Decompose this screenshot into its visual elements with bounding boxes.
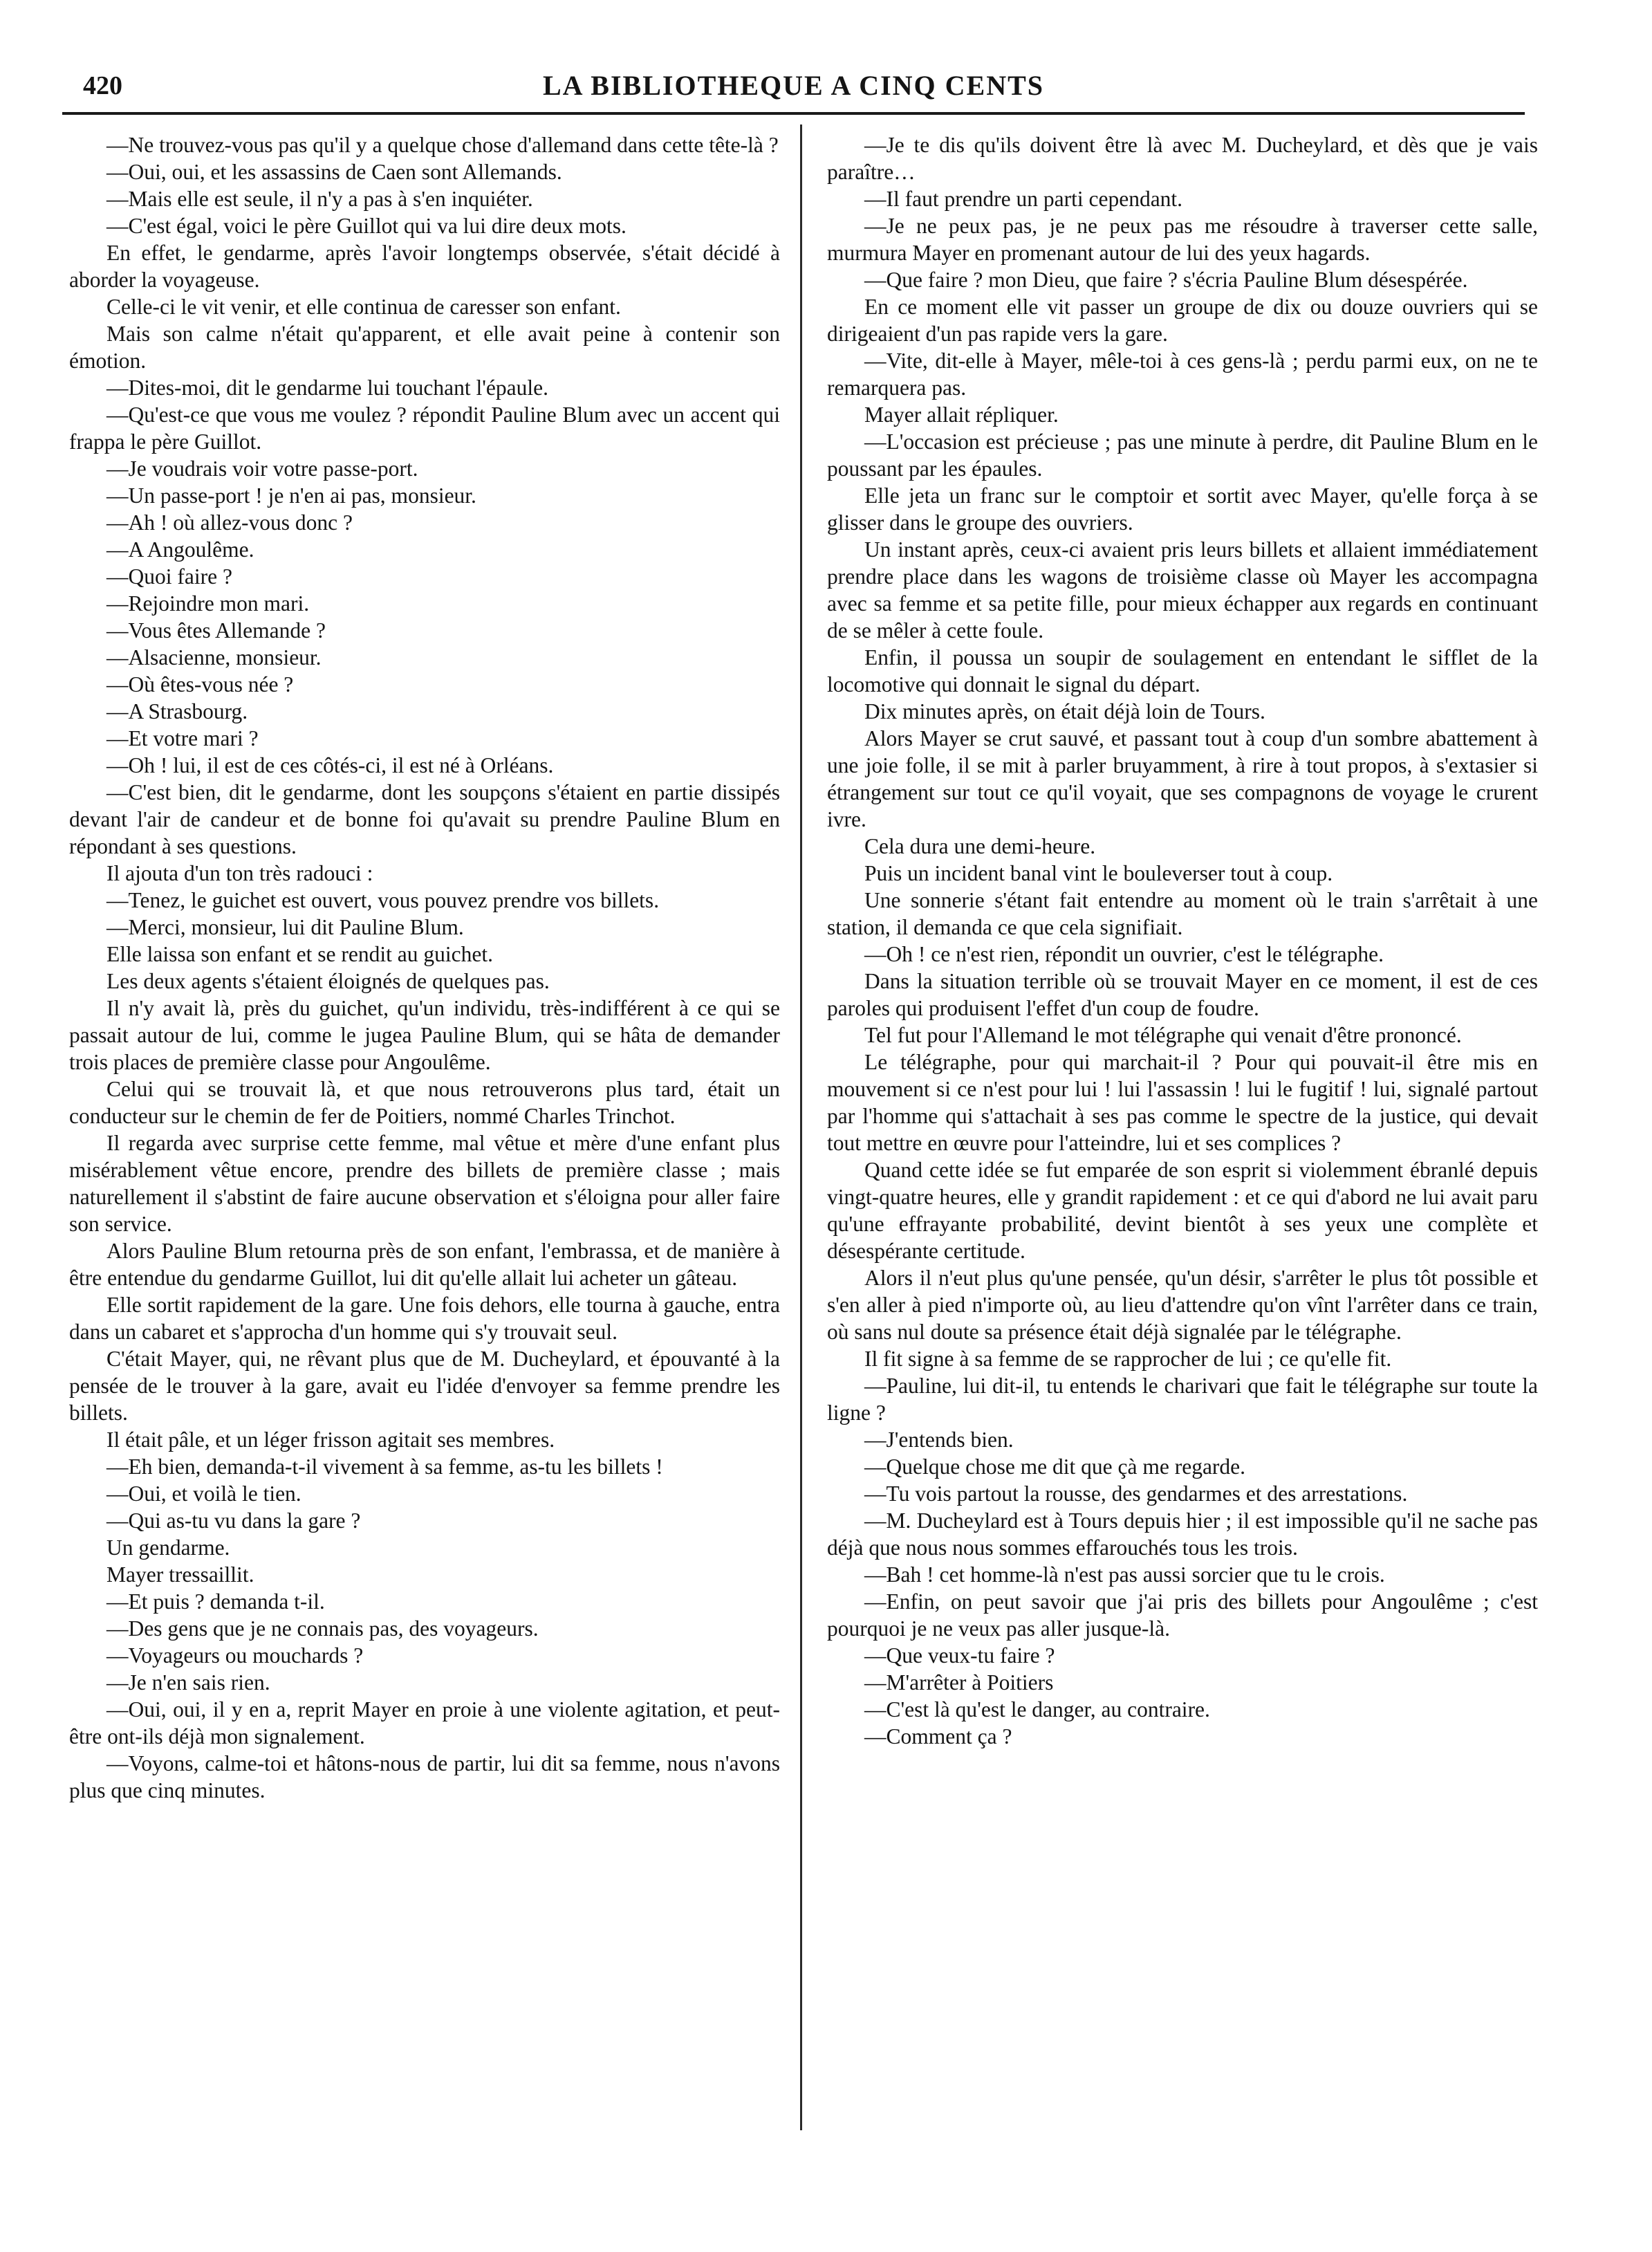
paragraph: —Ah ! où allez-vous donc ?: [106, 510, 353, 535]
paragraph: —Alsacienne, monsieur.: [106, 645, 322, 670]
paragraph: —Merci, monsieur, lui dit Pauline Blum.: [106, 915, 464, 939]
paragraph: Les deux agents s'étaient éloignés de quelques pas.: [106, 969, 550, 993]
paragraph: —Ne trouvez-vous pas qu'il y a quelque chose d'allemand dans cette tête-là ?: [106, 133, 779, 157]
paragraph: —Pauline, lui dit-il, tu entends le charivari que fait le télégraphe sur toute la ligne ?: [827, 1374, 1538, 1425]
paragraph: Cela dura une demi-heure.: [864, 834, 1096, 858]
paragraph: —Des gens que je ne connais pas, des voyageurs.: [106, 1616, 539, 1641]
paragraph: Une sonnerie s'étant fait entendre au moment où le train s'arrêtait à une station, il demanda ce que cela signifiait.: [827, 888, 1538, 939]
paragraph: Il ajouta d'un ton très radouci :: [106, 861, 373, 885]
column-divider: [800, 124, 802, 2130]
paragraph: Dans la situation terrible où se trouvait Mayer en ce moment, il est de ces paroles qui produisent l'effet d'un coup de foudre.: [827, 969, 1538, 1020]
paragraph: —M'arrêter à Poitiers: [864, 1670, 1054, 1695]
paragraph: —Qu'est-ce que vous me voulez ? répondit Pauline Blum avec un accent qui frappa le père Guillot.: [69, 403, 780, 454]
paragraph: —Rejoindre mon mari.: [106, 591, 310, 616]
paragraph: —Que veux-tu faire ?: [864, 1643, 1055, 1668]
paragraph: —Enfin, on peut savoir que j'ai pris des billets pour Angoulême ; c'est pourquoi je ne veux pas aller jusque-là.: [827, 1589, 1538, 1641]
page-number: 420: [83, 71, 122, 100]
paragraph: Celui qui se trouvait là, et que nous retrouverons plus tard, était un conducteur sur le chemin de fer de Poitiers, nommé Charles Trinchot.: [69, 1077, 780, 1128]
paragraph: —A Strasbourg.: [106, 699, 248, 723]
paragraph: —Que faire ? mon Dieu, que faire ? s'écria Pauline Blum désespérée.: [864, 268, 1468, 292]
paragraph: —Je n'en sais rien.: [106, 1670, 270, 1695]
paragraph: Puis un incident banal vint le bouleverser tout à coup.: [864, 861, 1333, 885]
paragraph: —Quoi faire ?: [106, 564, 232, 589]
paragraph: Il fit signe à sa femme de se rapprocher de lui ; ce qu'elle fit.: [864, 1347, 1392, 1371]
running-header: [62, 64, 1525, 115]
paragraph: Elle laissa son enfant et se rendit au guichet.: [106, 942, 493, 966]
paragraph: —Je te dis qu'ils doivent être là avec M. Ducheylard, et dès que je vais paraître…: [827, 133, 1538, 184]
paragraph: Quand cette idée se fut emparée de son esprit si violemment ébranlé depuis vingt-quatre heures, elle y grandit rapidement : et ce qui d'abord ne lui avait paru qu'une effrayante probabilité, devint bientôt à ses yeux une complète et désespérante certitude.: [827, 1158, 1538, 1263]
paragraph: Celle-ci le vit venir, et elle continua de caresser son enfant.: [106, 295, 621, 319]
paragraph: Elle jeta un franc sur le comptoir et sortit avec Mayer, qu'elle força à se glisser dans le groupe des ouvriers.: [827, 483, 1538, 535]
paragraph: C'était Mayer, qui, ne rêvant plus que de M. Ducheylard, et épouvanté à la pensée de le trouver à la gare, avait eu l'idée d'envoyer sa femme prendre les billets.: [69, 1347, 780, 1425]
paragraph: Il était pâle, et un léger frisson agitait ses membres.: [106, 1428, 555, 1452]
paragraph: —Oui, et voilà le tien.: [106, 1482, 301, 1506]
left-column: [69, 131, 780, 2137]
paragraph: Tel fut pour l'Allemand le mot télégraphe qui venait d'être prononcé.: [864, 1023, 1462, 1047]
paragraph: —C'est égal, voici le père Guillot qui va lui dire deux mots.: [106, 214, 627, 238]
paragraph: —Oui, oui, et les assassins de Caen sont Allemands.: [106, 160, 562, 184]
paragraph: —Oh ! lui, il est de ces côtés-ci, il est né à Orléans.: [106, 753, 554, 777]
paragraph: Il n'y avait là, près du guichet, qu'un individu, très-indifférent à ce qui se passait autour de lui, comme le jugea Pauline Blum, qui se hâta de demander trois places de première classe pour Angoulême.: [69, 996, 780, 1074]
running-title: LA BIBLIOTHEQUE A CINQ CENTS: [542, 70, 1045, 101]
paragraph: —Mais elle est seule, il n'y a pas à s'en inquiéter.: [106, 187, 533, 211]
paragraph: —L'occasion est précieuse ; pas une minute à perdre, dit Pauline Blum en le poussant par les épaules.: [827, 430, 1538, 481]
paragraph: —Je ne peux pas, je ne peux pas me résoudre à traverser cette salle, murmura Mayer en promenant autour de lui des yeux hagards.: [827, 214, 1538, 265]
paragraph: —Il faut prendre un parti cependant.: [864, 187, 1183, 211]
paragraph: Alors Pauline Blum retourna près de son enfant, l'embrassa, et de manière à être entendue du gendarme Guillot, lui dit qu'elle allait lui acheter un gâteau.: [69, 1239, 780, 1290]
paragraph: —Oui, oui, il y en a, reprit Mayer en proie à une violente agitation, et peut-être ont-ils déjà mon signalement.: [69, 1697, 780, 1748]
paragraph: —Eh bien, demanda-t-il vivement à sa femme, as-tu les billets !: [106, 1455, 663, 1479]
paragraph: Mayer tressaillit.: [106, 1562, 254, 1587]
paragraph: Un gendarme.: [106, 1535, 230, 1560]
paragraph: Un instant après, ceux-ci avaient pris leurs billets et allaient immédiatement prendre place dans les wagons de troisième classe où Mayer les accompagna avec sa femme et sa petite fille, pour mieux échapper aux regards en continuant de se mêler à cette foule.: [827, 537, 1538, 643]
paragraph: —C'est bien, dit le gendarme, dont les soupçons s'étaient en partie dissipés devant l'air de candeur et de bonne foi qu'avait su prendre Pauline Blum en répondant à ses questions.: [69, 780, 780, 858]
paragraph: —Je voudrais voir votre passe-port.: [106, 456, 418, 481]
paragraph: —C'est là qu'est le danger, au contraire.: [864, 1697, 1210, 1722]
paragraph: —Quelque chose me dit que çà me regarde.: [864, 1455, 1246, 1479]
paragraph: —Un passe-port ! je n'en ai pas, monsieur.: [106, 483, 476, 508]
paragraph: En ce moment elle vit passer un groupe de dix ou douze ouvriers qui se dirigeaient d'un pas rapide vers la gare.: [827, 295, 1538, 346]
paragraph: —Tu vois partout la rousse, des gendarmes et des arrestations.: [864, 1482, 1408, 1506]
paragraph: —Voyons, calme-toi et hâtons-nous de partir, lui dit sa femme, nous n'avons plus que cinq minutes.: [69, 1751, 780, 1802]
paragraph: —Voyageurs ou mouchards ?: [106, 1643, 364, 1668]
paragraph: Il regarda avec surprise cette femme, mal vêtue et mère d'une enfant plus misérablement vêtue encore, prendre des billets de première classe ; mais naturellement il s'abstint de faire aucune observation et s'éloigna pour aller faire son service.: [69, 1131, 780, 1236]
paragraph: Le télégraphe, pour qui marchait-il ? Pour qui pouvait-il être mis en mouvement si ce n'est pour lui ! lui l'assassin ! lui le fugitif ! lui, signalé partout par l'homme qui s'attachait à ses pas comme le spectre de la justice, qui devait tout mettre en œuvre pour l'atteindre, lui et ses complices ?: [827, 1050, 1538, 1155]
paragraph: —Qui as-tu vu dans la gare ?: [106, 1508, 361, 1533]
paragraph: Alors il n'eut plus qu'une pensée, qu'un désir, s'arrêter le plus tôt possible et s'en aller à pied n'importe où, au lieu d'attendre qu'on vînt l'arrêter dans ce train, où sans nul doute sa présence était déjà signalée par le télégraphe.: [827, 1266, 1538, 1344]
paragraph: —Vite, dit-elle à Mayer, mêle-toi à ces gens-là ; perdu parmi eux, on ne te remarquera pas.: [827, 349, 1538, 400]
paragraph: —J'entends bien.: [864, 1428, 1014, 1452]
paragraph: Enfin, il poussa un soupir de soulagement en entendant le sifflet de la locomotive qui donnait le signal du départ.: [827, 645, 1538, 696]
paragraph: —Et puis ? demanda t-il.: [106, 1589, 325, 1614]
paragraph: —Où êtes-vous née ?: [106, 672, 294, 696]
paragraph: Alors Mayer se crut sauvé, et passant tout à coup d'un sombre abattement à une joie folle, il se mit à parler bruyamment, à rire à tout propos, à s'extasier si étrangement sur tout ce qu'il voyait, que ses compagnons de voyage le crurent ivre.: [827, 726, 1538, 831]
paragraph: Elle sortit rapidement de la gare. Une fois dehors, elle tourna à gauche, entra dans un cabaret et s'approcha d'un homme qui s'y trouvait seul.: [69, 1293, 780, 1344]
paragraph: —A Angoulême.: [106, 537, 254, 562]
paragraph: —Comment ça ?: [864, 1724, 1012, 1748]
paragraph: —Vous êtes Allemande ?: [106, 618, 326, 643]
paragraph: —Bah ! cet homme-là n'est pas aussi sorcier que tu le crois.: [864, 1562, 1385, 1587]
paragraph: —Dites-moi, dit le gendarme lui touchant l'épaule.: [106, 376, 548, 400]
paragraph: Mayer allait répliquer.: [864, 403, 1059, 427]
paragraph: —M. Ducheylard est à Tours depuis hier ; il est impossible qu'il ne sache pas déjà que nous nous sommes effarouchés tous les trois.: [827, 1508, 1538, 1560]
paragraph: —Oh ! ce n'est rien, répondit un ouvrier, c'est le télégraphe.: [864, 942, 1384, 966]
paragraph: Dix minutes après, on était déjà loin de Tours.: [864, 699, 1265, 723]
right-column: [827, 131, 1538, 2137]
paragraph: Mais son calme n'était qu'apparent, et elle avait peine à contenir son émotion.: [69, 322, 780, 373]
paragraph: —Et votre mari ?: [106, 726, 259, 750]
paragraph: En effet, le gendarme, après l'avoir longtemps observée, s'était décidé à aborder la voyageuse.: [69, 241, 780, 292]
paragraph: —Tenez, le guichet est ouvert, vous pouvez prendre vos billets.: [106, 888, 660, 912]
